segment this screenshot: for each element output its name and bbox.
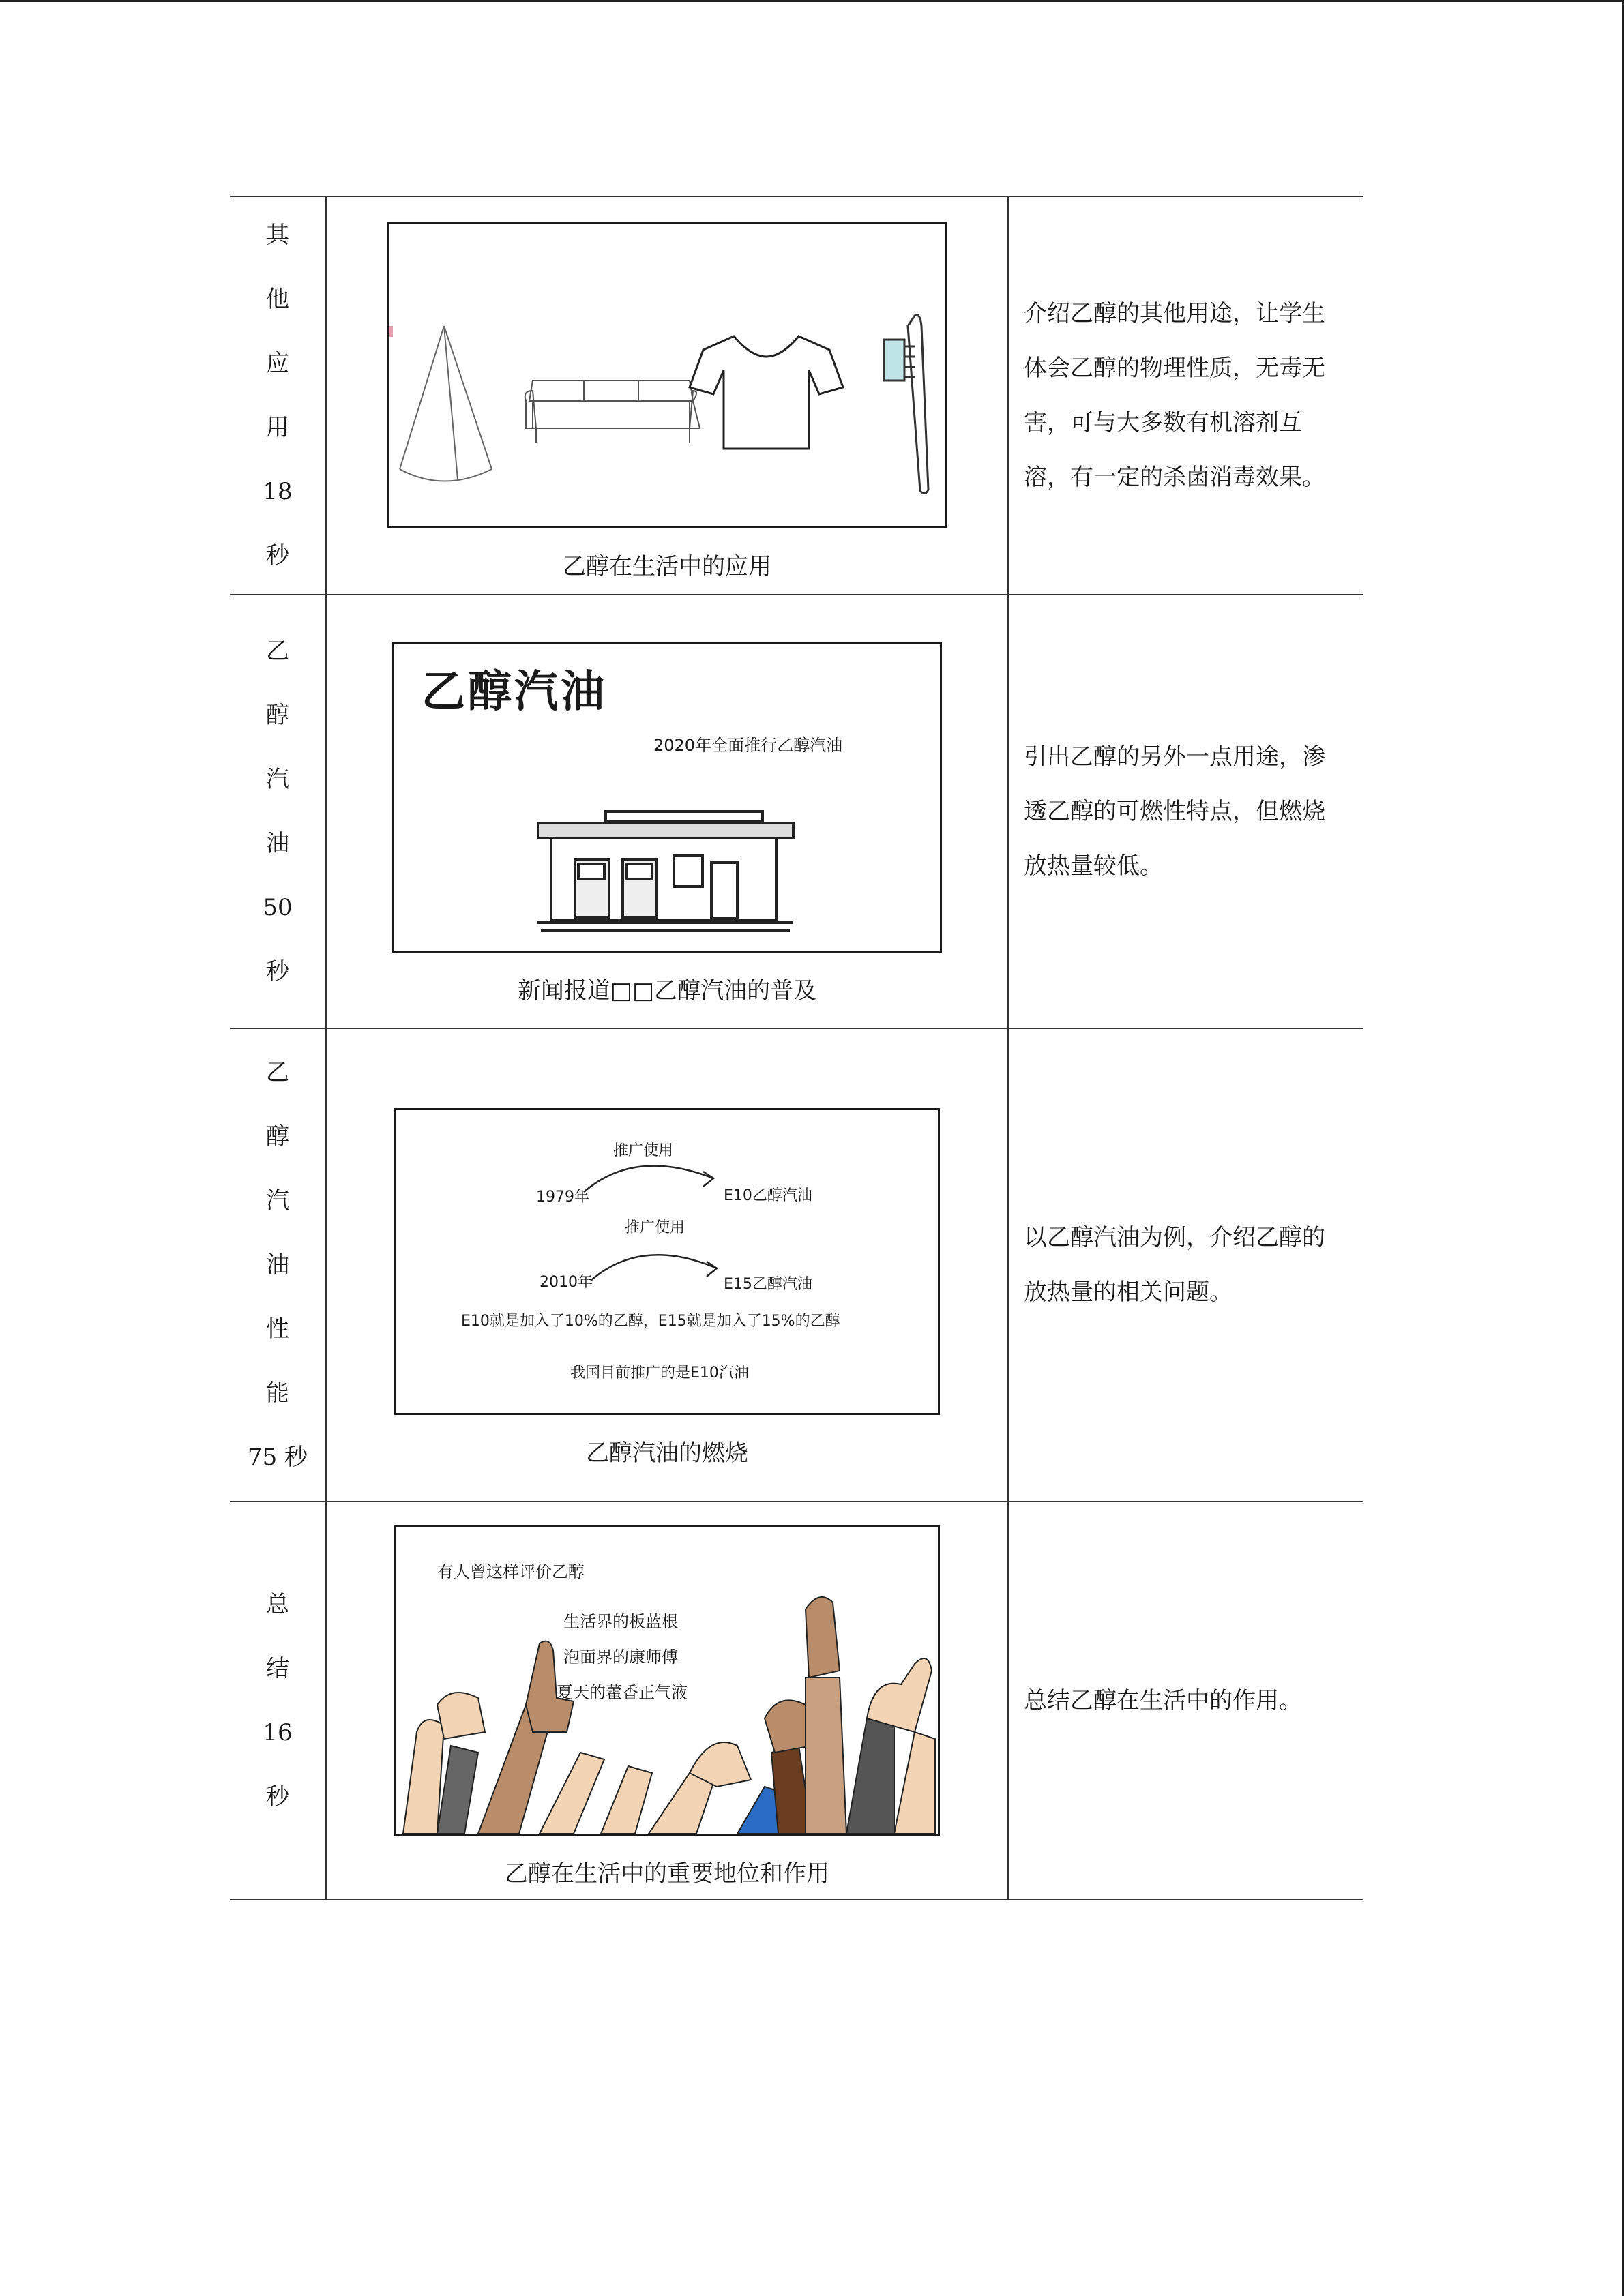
description-text: 介绍乙醇的其他用途，让学生体会乙醇的物理性质，无毒无害，可与大多数有机溶剂互溶，有一定的杀菌消毒效果。 [1024,300,1325,491]
sleeve-icon [437,1746,478,1834]
slide-line: 生活界的板蓝根 [563,1611,678,1631]
gas-station-icon [537,808,803,938]
slide-cell [326,1028,1008,1502]
slide-line: 夏天的藿香正气液 [557,1682,688,1702]
segment-label: 乙 醇 汽 油 性 能 75 秒 [247,1059,308,1471]
description-text: 以乙醇汽油为例，介绍乙醇的放热量的相关问题。 [1024,1224,1325,1306]
thumbs-up-illustration [396,1527,938,1834]
tshirt-icon [690,336,843,449]
arrow-label: 推广使用 [613,1142,674,1159]
segment-label: 总 结 16 秒 [263,1591,293,1810]
segment-label: 乙 醇 汽 油 50 秒 [263,638,293,985]
sleeve-icon [846,1718,894,1834]
slide-caption: 乙醇在生活中的重要地位和作用 [505,1860,829,1888]
toothbrush-icon [884,315,928,494]
description-text: 总结乙醇在生活中的作用。 [1024,1687,1302,1714]
slide-caption: 乙醇在生活中的应用 [563,553,771,580]
arm-icon [403,1720,444,1834]
slide-caption: 新闻报道□□乙醇汽油的普及 [517,977,817,1004]
slide-line: 泡面界的康师傅 [563,1647,678,1667]
note-text: E10就是加入了10%的乙醇，E15就是加入了15%的乙醇 [461,1313,840,1330]
thumbs-up-icon [437,1693,485,1739]
slide-daily-uses [387,222,947,528]
arrow-label: 推广使用 [625,1219,685,1236]
thumbs-up-icon [806,1597,840,1678]
slide-summary [394,1525,940,1836]
arm-icon [894,1732,935,1834]
target-label: E10乙醇汽油 [724,1187,812,1204]
slide-title: 乙醇汽油 [422,667,607,717]
slide-cell [326,1502,1008,1900]
year-label: 2010年 [540,1274,593,1291]
year-label: 1979年 [536,1189,589,1206]
table-row [230,196,1363,595]
segment-label-cell [230,1502,326,1900]
segment-label-cell [230,196,326,595]
description-cell [1008,595,1363,1028]
description-cell [1008,196,1363,595]
note-text: 我国目前推广的是E10汽油 [570,1365,749,1382]
slide-caption: 乙醇汽油的燃烧 [586,1440,748,1467]
table-row [230,1028,1363,1502]
arm-icon [806,1678,846,1834]
cone-icon [389,326,492,481]
thumbs-up-icon [526,1641,574,1731]
segment-label-cell [230,1028,326,1502]
lesson-plan-table [230,196,1363,1900]
description-text: 引出乙醇的另外一点用途，渗透乙醇的可燃性特点，但燃烧放热量较低。 [1024,743,1325,880]
target-label: E15乙醇汽油 [724,1276,812,1293]
thumbs-up-icon [867,1658,932,1732]
table-row [230,595,1363,1028]
sofa-icon [525,381,700,443]
description-cell [1008,1502,1363,1900]
arm-icon [540,1753,604,1834]
arrow-icon [591,1255,717,1281]
arm-icon [601,1766,652,1834]
arrow-icon [584,1166,713,1192]
table-row [230,1502,1363,1900]
slide-ethanol-combustion [394,1108,940,1415]
daily-uses-illustration [389,224,945,526]
slide-cell [326,196,1008,595]
arrow-head-icon [707,1262,717,1277]
page-top-border [0,0,1624,2]
arrow-head-icon [703,1172,713,1187]
segment-label: 其 他 应 用 18 秒 [263,222,293,569]
slide-subtitle: 2020年全面推行乙醇汽油 [653,736,843,755]
slide-cell [326,595,1008,1028]
slide-heading: 有人曾这样评价乙醇 [437,1562,585,1581]
description-cell [1008,1028,1363,1502]
segment-label-cell [230,595,326,1028]
slide-ethanol-gasoline [392,642,942,953]
